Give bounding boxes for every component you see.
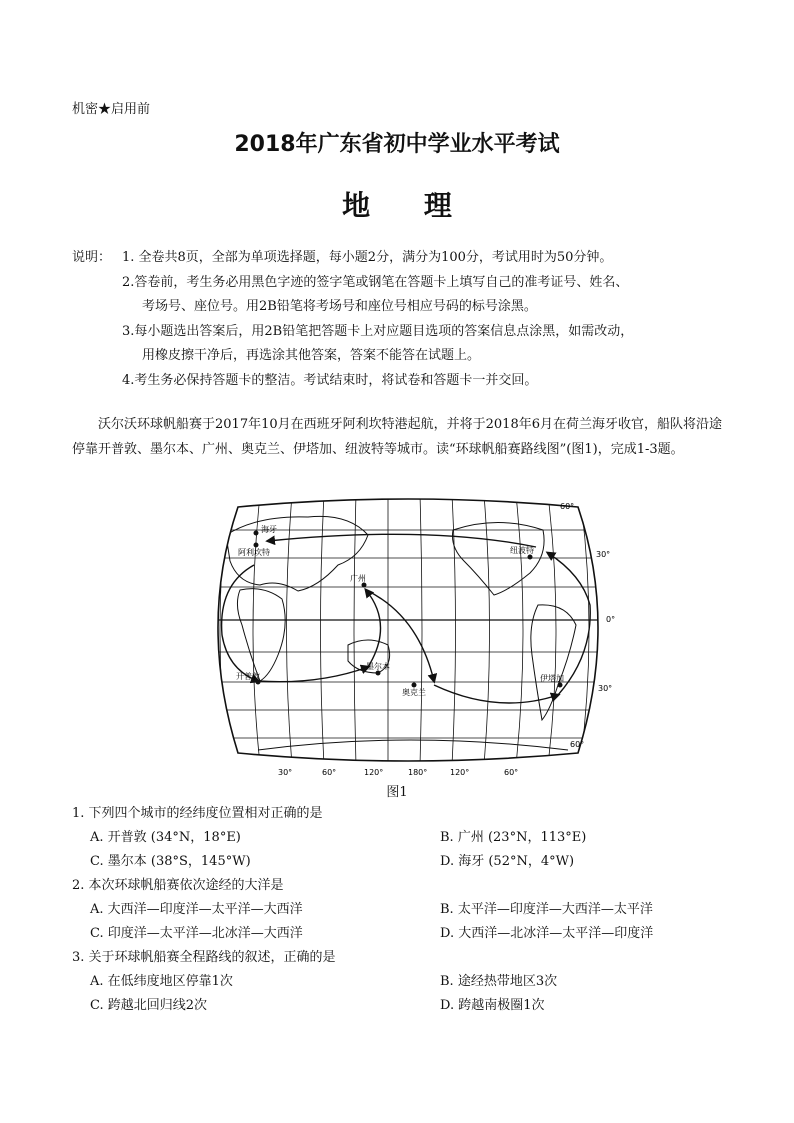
city-dot-itajai: [558, 683, 563, 688]
lon-label-120w: 120°: [450, 768, 470, 777]
lon-label-120e: 120°: [364, 768, 384, 777]
instruction-3-cont: 用橡皮擦干净后，再选涂其他答案，答案不能答在试题上。: [142, 348, 481, 363]
city-label-newport: 纽波特: [510, 546, 534, 555]
confidential-mark: 机密★启用前: [72, 102, 151, 117]
question-3-option-c[interactable]: C. 跨越北回归线2次: [90, 998, 208, 1013]
city-label-hague: 海牙: [261, 525, 277, 534]
city-label-capetown: 开普敦: [236, 672, 260, 681]
question-2-stem: 2. 本次环球帆船赛依次途经的大洋是: [72, 878, 284, 893]
subject-title: 地 理: [342, 189, 474, 222]
lon-label-60: 60°: [322, 768, 337, 777]
question-1-option-c[interactable]: C. 墨尔本 (38°S，145°W): [90, 854, 251, 869]
city-label-itajai: 伊塔加: [540, 674, 564, 683]
lat-label-60s: 60°: [570, 740, 585, 749]
city-label-auckland: 奥克兰: [402, 688, 426, 697]
instructions: [72, 246, 732, 393]
question-1-option-d[interactable]: D. 海牙 (52°N，4°W): [440, 854, 575, 869]
intro-paragraph: 沃尔沃环球帆船赛于2017年10月在西班牙阿利坎特港起航，并将于2018年6月在荷兰海牙收官，船队将沿途停靠开普敦、墨尔本、广州、奥克兰、伊塔加、纽波特等城市。读“环球帆船赛路线图”(图1)，完成1-3题。: [72, 417, 722, 457]
city-markers: [236, 524, 564, 697]
question-3-option-d[interactable]: D. 跨越南极圈1次: [440, 998, 545, 1013]
instruction-3: 3.每小题选出答案后，用2B铅笔把答题卡上对应题目选项的答案信息点涂黑，如需改动，: [122, 323, 634, 339]
lon-label-60w: 60°: [504, 768, 519, 777]
instruction-4: 4.考生务必保持答题卡的整洁。考试结束时，将试卷和答题卡一并交回。: [122, 372, 538, 388]
question-2-option-d[interactable]: D. 大西洋—北冰洋—太平洋—印度洋: [440, 926, 654, 941]
lat-label-30n: 30°: [596, 550, 611, 559]
city-dot-guangzhou: [362, 583, 367, 588]
question-1-option-a[interactable]: A. 开普敦 (34°N，18°E): [90, 830, 241, 845]
city-dot-newport: [528, 555, 533, 560]
lat-label-60n: 60°: [560, 502, 575, 511]
question-3-option-b[interactable]: B. 途经热带地区3次: [440, 974, 558, 989]
question-2-option-b[interactable]: B. 太平洋—印度洋—大西洋—太平洋: [440, 902, 653, 917]
city-label-melbourne: 墨尔本: [366, 662, 390, 671]
city-dot-hague: [254, 531, 259, 536]
question-1-option-b[interactable]: B. 广州 (23°N，113°E): [440, 830, 587, 845]
city-dot-alicante: [254, 543, 259, 548]
lat-label-30s: 30°: [598, 684, 613, 693]
city-label-alicante: 阿利坎特: [238, 548, 270, 557]
lon-label-30: 30°: [278, 768, 293, 777]
question-2-option-a[interactable]: A. 大西洋—印度洋—太平洋—大西洋: [90, 902, 303, 917]
city-label-guangzhou: 广州: [350, 574, 366, 583]
world-route-map: [198, 495, 618, 780]
instructions-lead: 说明：: [72, 250, 112, 265]
question-2-option-c[interactable]: C. 印度洋—太平洋—北冰洋—大西洋: [90, 926, 303, 941]
lon-label-180: 180°: [408, 768, 428, 777]
lat-label-0: 0°: [606, 615, 616, 624]
instruction-2: 2.答卷前，考生务必用黑色字迹的签字笔或钢笔在答题卡上填写自己的准考证号、姓名、: [122, 274, 629, 290]
instruction-2-cont: 考场号、座位号。用2B铅笔将考场号和座位号相应号码的标号涂黑。: [142, 299, 537, 314]
figure-caption: 图1: [386, 785, 408, 800]
exam-title: 2018年广东省初中学业水平考试: [234, 132, 560, 157]
question-3-option-a[interactable]: A. 在低纬度地区停靠1次: [90, 974, 233, 989]
city-dot-melbourne: [376, 671, 381, 676]
question-3-stem: 3. 关于环球帆船赛全程路线的叙述，正确的是: [72, 950, 336, 965]
city-dot-auckland: [412, 683, 417, 688]
instruction-1: 1. 全卷共8页，全部为单项选择题，每小题2分，满分为100分，考试用时为50分钟。: [122, 250, 613, 265]
question-1-stem: 1. 下列四个城市的经纬度位置相对正确的是: [72, 806, 323, 821]
